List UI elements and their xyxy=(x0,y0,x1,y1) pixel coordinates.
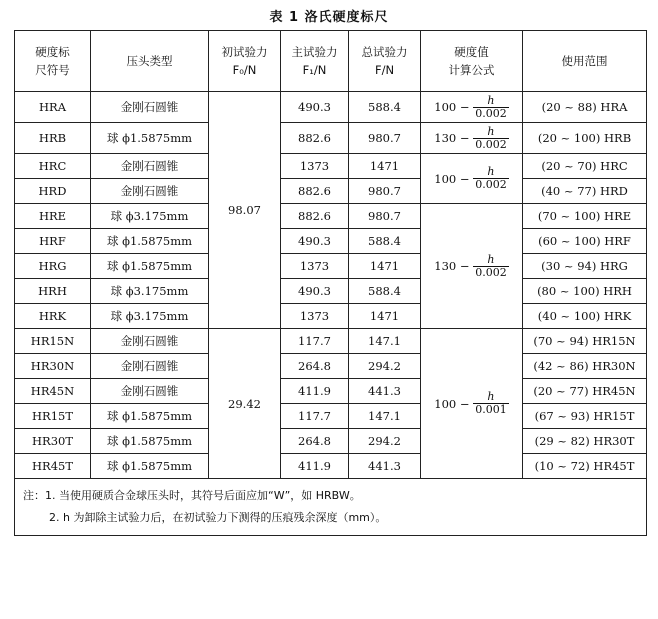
header-formula: 硬度值 计算公式 xyxy=(421,31,523,92)
main-force-cell: 882.6 xyxy=(281,179,349,204)
indenter-cell: 金刚石圆锥 xyxy=(91,92,209,123)
total-force-cell: 980.7 xyxy=(349,123,421,154)
indenter-cell: 球 ϕ1.5875mm xyxy=(91,404,209,429)
main-force-cell: 882.6 xyxy=(281,204,349,229)
main-force-cell: 411.9 xyxy=(281,379,349,404)
total-force-cell: 441.3 xyxy=(349,379,421,404)
total-force-cell: 980.7 xyxy=(349,204,421,229)
indenter-cell: 球 ϕ1.5875mm xyxy=(91,454,209,479)
main-force-cell: 490.3 xyxy=(281,279,349,304)
formula-cell: 100 − $\frac{h}{0.002}$ xyxy=(421,92,523,123)
indenter-cell: 金刚石圆锥 xyxy=(91,154,209,179)
range-cell: (20 ~ 77) HR45N xyxy=(523,379,647,404)
total-force-cell: 588.4 xyxy=(349,279,421,304)
total-force-cell: 588.4 xyxy=(349,92,421,123)
table-row xyxy=(15,429,647,454)
indenter-cell: 金刚石圆锥 xyxy=(91,179,209,204)
formula-cell: 130 − $\frac{h}{0.002}$ xyxy=(421,123,523,154)
range-cell: (40 ~ 100) HRK xyxy=(523,304,647,329)
total-force-cell: 588.4 xyxy=(349,229,421,254)
range-cell: (70 ~ 100) HRE xyxy=(523,204,647,229)
scale-cell: HRC xyxy=(15,154,91,179)
total-force-cell: 147.1 xyxy=(349,329,421,354)
scale-cell: HRF xyxy=(15,229,91,254)
header-main-force: 主试验力 F₁/N xyxy=(281,31,349,92)
note-line-1: 注：1. 当使用硬质合金球压头时，其符号后面应加“W”，如 HRBW。 xyxy=(23,489,361,502)
header-row xyxy=(15,31,647,92)
initial-force-cell: 98.07 xyxy=(209,92,281,329)
indenter-cell: 球 ϕ3.175mm xyxy=(91,304,209,329)
table-caption: 表 1 洛氏硬度标尺 xyxy=(269,10,389,25)
indenter-cell: 金刚石圆锥 xyxy=(91,329,209,354)
scale-cell: HRA xyxy=(15,92,91,123)
formula-cell: 100 − $\frac{h}{0.001}$ xyxy=(421,329,523,479)
scale-cell: HR15T xyxy=(15,404,91,429)
range-cell: (42 ~ 86) HR30N xyxy=(523,354,647,379)
table-row xyxy=(15,204,647,229)
scale-cell: HRH xyxy=(15,279,91,304)
range-cell: (20 ~ 70) HRC xyxy=(523,154,647,179)
table-row xyxy=(15,179,647,204)
indenter-cell: 球 ϕ1.5875mm xyxy=(91,123,209,154)
main-force-cell: 490.3 xyxy=(281,92,349,123)
main-force-cell: 117.7 xyxy=(281,404,349,429)
scale-cell: HRG xyxy=(15,254,91,279)
header-range: 使用范围 xyxy=(523,31,647,92)
table-row xyxy=(15,404,647,429)
header-indenter: 压头类型 xyxy=(91,31,209,92)
indenter-cell: 球 ϕ3.175mm xyxy=(91,204,209,229)
main-force-cell: 264.8 xyxy=(281,354,349,379)
scale-cell: HR30N xyxy=(15,354,91,379)
main-force-cell: 264.8 xyxy=(281,429,349,454)
rockwell-scale-table xyxy=(14,30,647,536)
range-cell: (40 ~ 77) HRD xyxy=(523,179,647,204)
table-row xyxy=(15,254,647,279)
range-cell: (60 ~ 100) HRF xyxy=(523,229,647,254)
total-force-cell: 1471 xyxy=(349,154,421,179)
range-cell: (20 ~ 88) HRA xyxy=(523,92,647,123)
indenter-cell: 球 ϕ1.5875mm xyxy=(91,229,209,254)
scale-cell: HR45N xyxy=(15,379,91,404)
indenter-cell: 金刚石圆锥 xyxy=(91,354,209,379)
table-row xyxy=(15,379,647,404)
header-initial-force: 初试验力 F₀/N xyxy=(209,31,281,92)
indenter-cell: 球 ϕ1.5875mm xyxy=(91,254,209,279)
range-cell: (67 ~ 93) HR15T xyxy=(523,404,647,429)
table-row xyxy=(15,454,647,479)
note-line-2: 2. h 为卸除主试验力后，在初试验力下测得的压痕残余深度（mm）。 xyxy=(49,511,387,524)
table-row xyxy=(15,329,647,354)
range-cell: (80 ~ 100) HRH xyxy=(523,279,647,304)
table-row xyxy=(15,279,647,304)
range-cell: (70 ~ 94) HR15N xyxy=(523,329,647,354)
main-force-cell: 1373 xyxy=(281,304,349,329)
scale-cell: HR45T xyxy=(15,454,91,479)
table-row xyxy=(15,123,647,154)
total-force-cell: 441.3 xyxy=(349,454,421,479)
scale-cell: HRK xyxy=(15,304,91,329)
initial-force-cell: 29.42 xyxy=(209,329,281,479)
table-row xyxy=(15,354,647,379)
main-force-cell: 1373 xyxy=(281,154,349,179)
scale-cell: HRE xyxy=(15,204,91,229)
formula-cell: 130 − $\frac{h}{0.002}$ xyxy=(421,204,523,329)
range-cell: (10 ~ 72) HR45T xyxy=(523,454,647,479)
range-cell: (20 ~ 100) HRB xyxy=(523,123,647,154)
main-force-cell: 117.7 xyxy=(281,329,349,354)
main-force-cell: 411.9 xyxy=(281,454,349,479)
scale-cell: HRB xyxy=(15,123,91,154)
header-scale: 硬度标 尺符号 xyxy=(15,31,91,92)
total-force-cell: 294.2 xyxy=(349,354,421,379)
range-cell: (30 ~ 94) HRG xyxy=(523,254,647,279)
main-force-cell: 1373 xyxy=(281,254,349,279)
scale-cell: HR15N xyxy=(15,329,91,354)
table-row xyxy=(15,304,647,329)
scale-cell: HR30T xyxy=(15,429,91,454)
table-row xyxy=(15,92,647,123)
table-row xyxy=(15,229,647,254)
main-force-cell: 882.6 xyxy=(281,123,349,154)
indenter-cell: 金刚石圆锥 xyxy=(91,379,209,404)
main-force-cell: 490.3 xyxy=(281,229,349,254)
notes-row xyxy=(15,479,647,536)
total-force-cell: 980.7 xyxy=(349,179,421,204)
scale-cell: HRD xyxy=(15,179,91,204)
indenter-cell: 球 ϕ3.175mm xyxy=(91,279,209,304)
total-force-cell: 294.2 xyxy=(349,429,421,454)
range-cell: (29 ~ 82) HR30T xyxy=(523,429,647,454)
total-force-cell: 1471 xyxy=(349,254,421,279)
table-row xyxy=(15,154,647,179)
total-force-cell: 1471 xyxy=(349,304,421,329)
formula-cell: 100 − $\frac{h}{0.002}$ xyxy=(421,154,523,204)
table-notes xyxy=(15,479,647,536)
header-total-force: 总试验力 F/N xyxy=(349,31,421,92)
indenter-cell: 球 ϕ1.5875mm xyxy=(91,429,209,454)
total-force-cell: 147.1 xyxy=(349,404,421,429)
